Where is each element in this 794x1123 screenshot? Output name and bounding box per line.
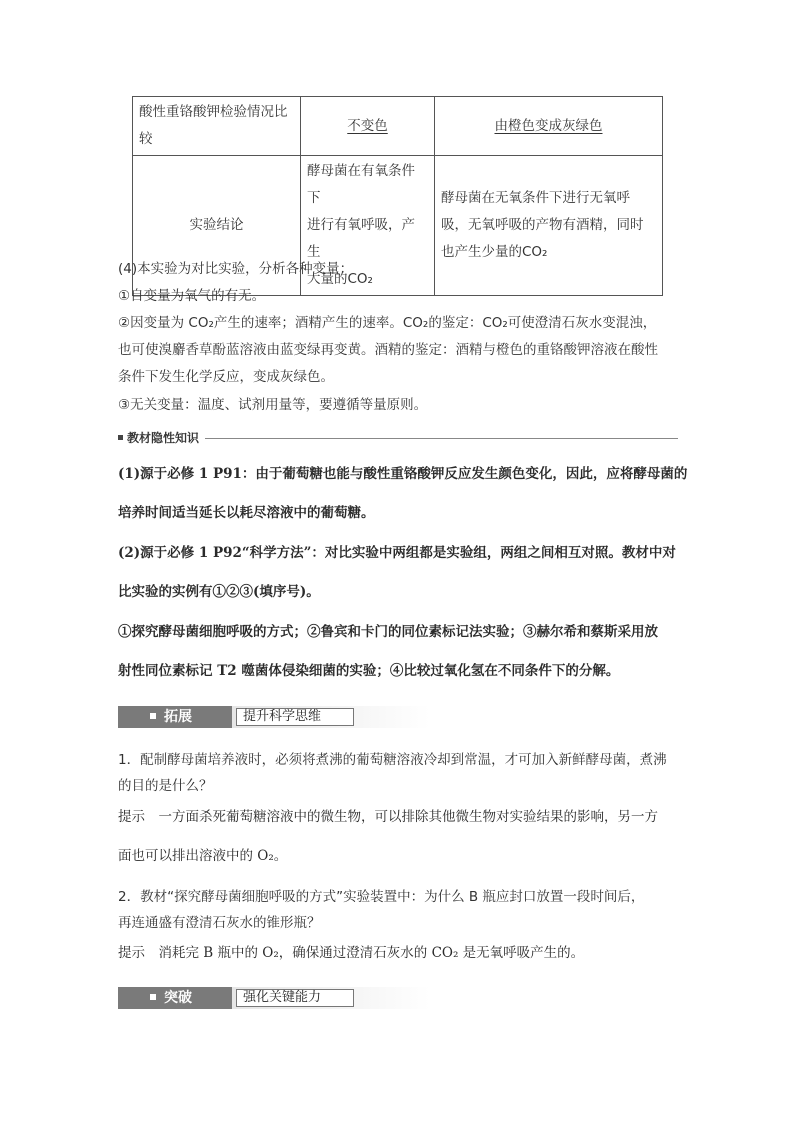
knowledge-3-line1: ①探究酵母菌细胞呼吸的方式；②鲁宾和卡门的同位素标记法实验；③赫尔希和蔡斯采用放 — [118, 624, 658, 640]
square-bullet-icon — [150, 713, 156, 719]
conclusion-line: 吸，无氧呼吸的产物有酒精，同时 — [441, 217, 644, 233]
knowledge-2-line1: (2)源于必修 1 P92“科学方法”：对比实验中两组都是实验组，两组之间相互对照。教材中对 — [118, 545, 676, 561]
anaerobic-cell — [435, 97, 663, 156]
knowledge-1-line1: (1)源于必修 1 P91：由于葡萄糖也能与酸性重铬酸钾反应发生颜色变化，因此，应将酵母菌的 — [118, 466, 688, 482]
question-1-line1: 1．配制酵母菌培养液时，必须将煮沸的葡萄糖溶液冷却到常温，才可加入新鲜酵母菌，煮沸 — [118, 752, 667, 768]
square-bullet-icon — [118, 435, 123, 440]
row-label: 实验结论 — [133, 156, 301, 296]
knowledge-2-line2: 比实验的实例有①②③(填序号)。 — [118, 584, 320, 600]
hint-2: 提示 消耗完 B 瓶中的 O₂，确保通过澄清石灰水的 CO₂ 是无氧呼吸产生的。 — [118, 945, 585, 961]
knowledge-1-line2: 培养时间适当延长以耗尽溶液中的葡萄糖。 — [118, 505, 375, 521]
hidden-knowledge-heading — [118, 429, 678, 447]
question-1-line2: 的目的是什么？ — [118, 778, 213, 794]
banner-tag: 突破 — [164, 990, 192, 1006]
conclusion-line: 酵母菌在无氧条件下进行无氧呼 — [441, 190, 630, 206]
square-bullet-icon — [150, 994, 156, 1000]
banner-title: 提升科学思维 — [236, 708, 354, 726]
section-banner-extension — [118, 706, 430, 728]
dependent-variable-line1: ②因变量为 CO₂产生的速率；酒精产生的速率。CO₂的鉴定：CO₂可使澄清石灰水变混浊， — [118, 315, 657, 331]
question-2-line1: 2．教材“探究酵母菌细胞呼吸的方式”实验装置中：为什么 B 瓶应封口放置一段时间后， — [118, 889, 645, 905]
independent-variable: ①自变量为氧气的有无。 — [118, 288, 266, 304]
dependent-variable-line2: 也可使溴麝香草酚蓝溶液由蓝变绿再变黄。酒精的鉴定：酒精与橙色的重铬酸钾溶液在酸性 — [118, 342, 658, 358]
conclusion-line: 酵母菌在有氧条件下 — [307, 163, 415, 206]
dependent-variable-line3: 条件下发生化学反应，变成灰绿色。 — [118, 369, 334, 385]
conclusion-line: 进行有氧呼吸，产生 — [307, 217, 415, 260]
conclusion-line: 也产生少量的CO₂ — [441, 244, 548, 260]
banner-tag: 拓展 — [164, 709, 192, 725]
question-2-line2: 再连通盛有澄清石灰水的锥形瓶？ — [118, 915, 321, 931]
analysis-intro: (4)本实验为对比实验，分析各种变量： — [118, 261, 354, 277]
banner-title: 强化关键能力 — [236, 989, 354, 1007]
heading-label: 教材隐性知识 — [127, 431, 200, 445]
aerobic-cell — [301, 97, 435, 156]
irrelevant-variable: ③无关变量：温度、试剂用量等，要遵循等量原则。 — [118, 397, 428, 413]
section-banner-breakthrough — [118, 987, 430, 1009]
hint-1-line2: 面也可以排出溶液中的 O₂。 — [118, 848, 288, 864]
conclusion-line: 大量的CO₂ — [307, 271, 373, 287]
aerobic-result: 不变色 — [347, 117, 388, 134]
hint-1-line1: 提示 一方面杀死葡萄糖溶液中的微生物，可以排除其他微生物对实验结果的影响，另一方 — [118, 809, 658, 825]
table-row — [133, 97, 663, 156]
anaerobic-result: 由橙色变成灰绿色 — [494, 117, 603, 134]
row-label: 酸性重铬酸钾检验情况比较 — [133, 97, 301, 156]
knowledge-3-line2: 射性同位素标记 T2 噬菌体侵染细菌的实验；④比较过氧化氢在不同条件下的分解。 — [118, 663, 620, 679]
